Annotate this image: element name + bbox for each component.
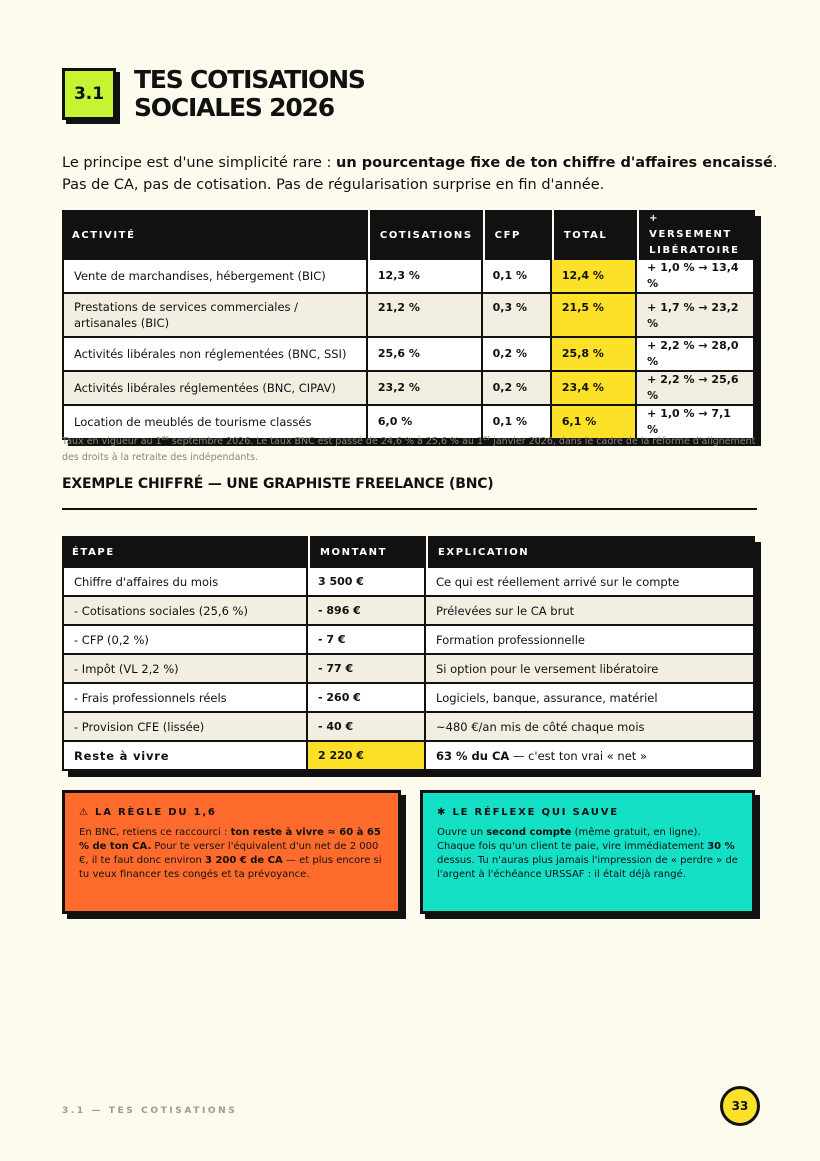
versement-cell: + 2,2 % → 25,6 % [637,372,755,406]
table-row [62,655,755,684]
intro-line-2: Pas de CA, pas de cotisation. Pas de régularisation surprise en fin d'année. [62,177,605,193]
activity-cell: Location de meublés de tourisme classés [62,406,368,440]
total-cell: 21,5 % [552,294,637,338]
col-header-activity: ACTIVITÉ [72,229,136,241]
reflex-box-text: Ouvre un second compte (même gratuit, en ligne). Chaque fois qu'un client te paie, vire immédiatement 30 % dessus. Tu n'auras plus jamais l'impression de « perdre » de l'argent à l'échéance URSSAF : il était déjà rangé. [437,827,738,880]
table-row [62,372,755,406]
total-cell: 6,1 % [552,406,637,440]
etape-cell: - Frais professionnels réels [62,684,308,713]
page-title [134,66,454,122]
col-header-explication: EXPLICATION [426,536,755,568]
cfp-cell: 0,3 % [483,294,552,338]
reflex-box [420,790,755,914]
example-heading: EXEMPLE CHIFFRÉ — UNE GRAPHISTE FREELANCE (BNC) [62,476,757,510]
cfp-cell: 0,1 % [483,406,552,440]
reste-a-vivre-label: Reste à vivre [62,742,308,771]
reste-a-vivre-amount: 2 220 € [308,742,426,771]
col-header-etape: ÉTAPE [72,546,115,558]
montant-cell: 3 500 € [308,568,426,597]
versement-cell: + 1,0 % → 13,4 % [637,260,755,294]
versement-cell: + 2,2 % → 28,0 % [637,338,755,372]
page-number: 33 [720,1086,760,1126]
rule-box [62,790,401,914]
explication-cell: Formation professionnelle [426,626,755,655]
etape-cell: - Cotisations sociales (25,6 %) [62,597,308,626]
versement-cell: + 1,7 % → 23,2 % [637,294,755,338]
col-header-versement: + VERSEMENT LIBÉRATOIRE [637,210,755,260]
col-header-cfp: CFP [483,210,552,260]
explication-cell: Prélevées sur le CA brut [426,597,755,626]
title-line-2: SOCIALES 2026 [134,93,334,122]
table-row [62,338,755,372]
etape-cell: - Provision CFE (lissée) [62,713,308,742]
title-line-1: TES COTISATIONS [134,65,365,94]
etape-cell: - CFP (0,2 %) [62,626,308,655]
etape-cell: Chiffre d'affaires du mois [62,568,308,597]
total-cell: 23,4 % [552,372,637,406]
table-row [62,597,755,626]
section-number-badge: 3.1 [62,68,116,120]
rule-box-title: ⚠ LA RÈGLE DU 1,6 [79,807,217,818]
table-row [62,260,755,294]
montant-cell: - 40 € [308,713,426,742]
intro-text: Le principe est d'une simplicité rare : [62,155,337,171]
footnote: Taux en vigueur au 1er septembre 2026. Le taux BNC est passé de 24,6 % à 25,6 % au 1er janvier 2026, dans le cadre de la réforme d'alignement des droits à la retraite des indépendants. [62,434,756,464]
cfp-cell: 0,2 % [483,338,552,372]
explication-cell: Logiciels, banque, assurance, matériel [426,684,755,713]
activity-cell: Activités libérales réglementées (BNC, CIPAV) [62,372,368,406]
intro-paragraph [62,152,778,196]
intro-line-1 [62,152,778,174]
etape-cell: - Impôt (VL 2,2 %) [62,655,308,684]
activity-cell: Vente de marchandises, hébergement (BIC) [62,260,368,294]
intro-period: . [772,155,778,171]
montant-cell: - 896 € [308,597,426,626]
cfp-cell: 0,1 % [483,260,552,294]
cfp-cell: 0,2 % [483,372,552,406]
reste-a-vivre-explication: 63 % du CA — c'est ton vrai « net » [426,742,755,771]
example-table [62,536,755,771]
reflex-box-title: ✱ LE RÉFLEXE QUI SAUVE [437,807,619,818]
explication-cell: ~480 €/an mis de côté chaque mois [426,713,755,742]
col-header-total: TOTAL [552,210,637,260]
versement-cell: + 1,0 % → 7,1 % [637,406,755,440]
rates-table [62,210,755,440]
cotisations-cell: 23,2 % [368,372,483,406]
intro-bold: un pourcentage fixe de ton chiffre d'affaires encaissé [336,155,773,171]
activity-cell: Prestations de services commerciales / artisanales (BIC) [62,294,368,338]
footer-section-label: 3.1 — TES COTISATIONS [62,1106,238,1116]
table-row [62,626,755,655]
table-row [62,684,755,713]
col-header-cotisations: COTISATIONS [368,210,483,260]
rule-box-text: En BNC, retiens ce raccourci : ton reste à vivre ≈ 60 à 65 % de ton CA. Pour te verser l'équivalent d'un net de 2 000 €, il te faut donc environ 3 200 € de CA — et plus encore si tu veux financer tes congés et ta prévoyance. [79,827,382,880]
total-cell: 25,8 % [552,338,637,372]
montant-cell: - 260 € [308,684,426,713]
table-row [62,713,755,742]
total-cell: 12,4 % [552,260,637,294]
explication-cell: Si option pour le versement libératoire [426,655,755,684]
table-row [62,568,755,597]
cotisations-cell: 6,0 % [368,406,483,440]
total-row [62,742,755,771]
activity-cell: Activités libérales non réglementées (BNC, SSI) [62,338,368,372]
cotisations-cell: 25,6 % [368,338,483,372]
cotisations-cell: 12,3 % [368,260,483,294]
table-row [62,294,755,338]
explication-cell: Ce qui est réellement arrivé sur le compte [426,568,755,597]
montant-cell: - 7 € [308,626,426,655]
montant-cell: - 77 € [308,655,426,684]
cotisations-cell: 21,2 % [368,294,483,338]
col-header-montant: MONTANT [308,536,426,568]
